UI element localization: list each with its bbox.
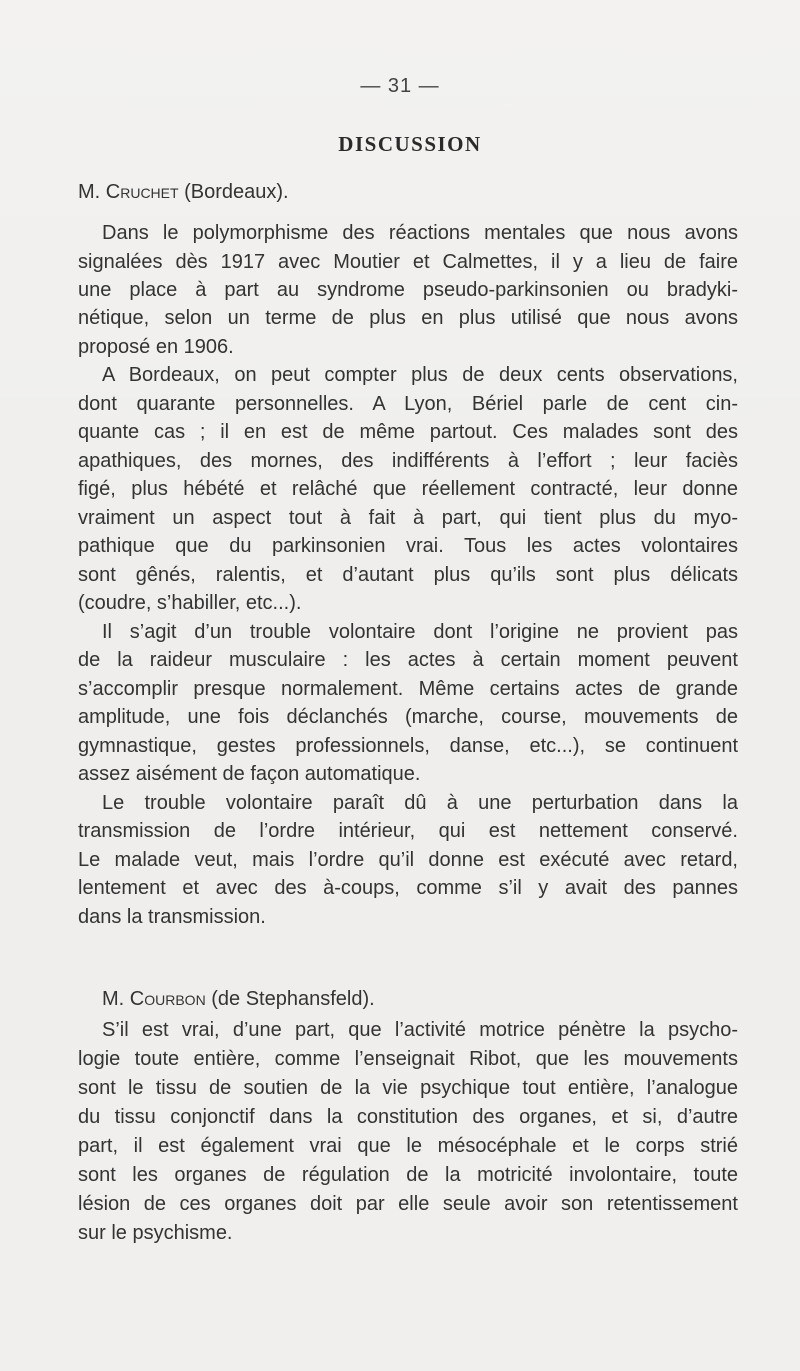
speaker-cruchet <box>78 181 289 204</box>
text-line: quante cas ; il en est de même partout. Ces malades sont des <box>78 421 738 443</box>
text-line: Dans le polymorphisme des réactions mentales que nous avons <box>102 222 738 244</box>
text-line: lentement et avec des à-coups, comme s’il y avait des pannes <box>78 877 738 899</box>
text-line: s’accomplir presque normalement. Même certains actes de grande <box>78 678 738 700</box>
text-line: lésion de ces organes doit par elle seule avoir son retentissement <box>78 1193 738 1215</box>
speaker-affiliation: (Bordeaux). <box>178 181 289 203</box>
text-line: pathique que du parkinsonien vrai. Tous les actes volontaires <box>78 535 738 557</box>
text-line: part, il est également vrai que le mésocéphale et le corps strié <box>78 1135 738 1157</box>
text-line: sont le tissu de soutien de la vie psychique tout entière, l’analogue <box>78 1077 738 1099</box>
text-line: de la raideur musculaire : les actes à certain moment peuvent <box>78 649 738 671</box>
section-heading: DISCUSSION <box>338 132 482 156</box>
text-line: amplitude, une fois déclanchés (marche, course, mouvements de <box>78 706 738 728</box>
page-number: — 31 — <box>360 75 440 97</box>
speaker-prefix: M. <box>102 988 130 1010</box>
text-line: dont quarante personnelles. A Lyon, Bériel parle de cent cin- <box>78 393 738 415</box>
text-line: signalées dès 1917 avec Moutier et Calmettes, il y a lieu de faire <box>78 251 738 273</box>
text-line: S’il est vrai, d’une part, que l’activité motrice pénètre la psycho- <box>102 1019 738 1041</box>
text-line: transmission de l’ordre intérieur, qui est nettement conservé. <box>78 820 738 842</box>
text-line: A Bordeaux, on peut compter plus de deux cents observations, <box>102 364 738 386</box>
text-line: assez aisément de façon automatique. <box>78 763 421 785</box>
speaker-prefix: M. <box>78 181 106 203</box>
text-line: apathiques, des mornes, des indifférents à l’effort ; leur faciès <box>78 450 738 472</box>
text-line: gymnastique, gestes professionnels, danse, etc...), se continuent <box>78 735 738 757</box>
speaker-courbon <box>102 988 375 1011</box>
speaker-name: Courbon <box>129 988 206 1010</box>
text-line: Le trouble volontaire paraît dû à une perturbation dans la <box>102 792 738 814</box>
text-line: sont gênés, ralentis, et d’autant plus qu’ils sont plus délicats <box>78 564 738 586</box>
text-line: du tissu conjonctif dans la constitution des organes, et si, d’autre <box>78 1106 738 1128</box>
speaker-affiliation: (de Stephansfeld). <box>205 988 375 1010</box>
text-line: nétique, selon un terme de plus en plus utilisé que nous avons <box>78 307 738 329</box>
text-line: logie toute entière, comme l’enseignait Ribot, que les mouvements <box>78 1048 738 1070</box>
text-line: sur le psychisme. <box>78 1222 233 1244</box>
text-line: sont les organes de régulation de la motricité involontaire, toute <box>78 1164 738 1186</box>
text-line: proposé en 1906. <box>78 336 234 358</box>
text-line: figé, plus hébété et relâché que réellement contracté, leur donne <box>78 478 738 500</box>
text-line: dans la transmission. <box>78 906 266 928</box>
speaker-name: Cruchet <box>105 181 179 203</box>
text-line: Il s’agit d’un trouble volontaire dont l’origine ne provient pas <box>102 621 738 643</box>
text-line: une place à part au syndrome pseudo-parkinsonien ou bradyki- <box>78 279 738 301</box>
text-line: Le malade veut, mais l’ordre qu’il donne est exécuté avec retard, <box>78 849 738 871</box>
text-line: vraiment un aspect tout à fait à part, qui tient plus du myo- <box>78 507 738 529</box>
text-line: (coudre, s’habiller, etc...). <box>78 592 302 614</box>
